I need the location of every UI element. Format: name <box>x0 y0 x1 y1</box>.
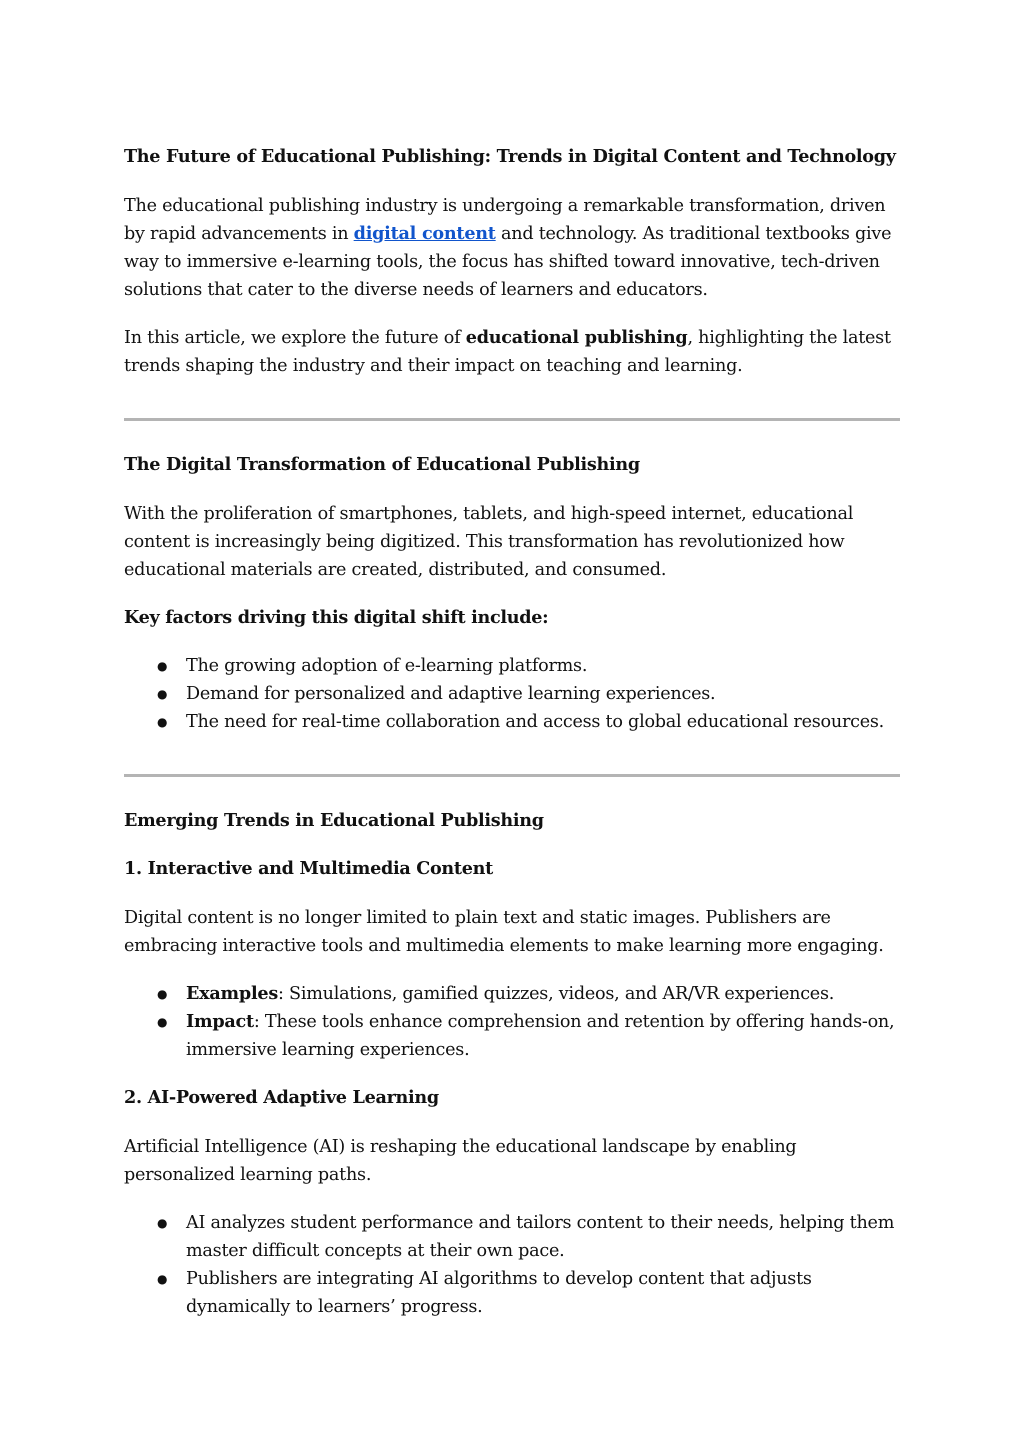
document-page <box>124 143 900 1321</box>
document-title: The Future of Educational Publishing: Trends in Digital Content and Technology <box>124 146 896 167</box>
trend2-heading: 2. AI-Powered Adaptive Learning <box>124 1087 439 1108</box>
section1-paragraph: With the proliferation of smartphones, tablets, and high-speed internet, educational content is increasingly being digitized. This transformation has revolutionized how educational materials are created, distributed, and consumed. <box>124 504 854 580</box>
intro-paragraph-1 <box>124 192 900 304</box>
intro2-text-after: , highlighting the latest trends shaping the industry and their impact on teaching and learning. <box>124 328 891 376</box>
bullet-icon: ● <box>157 715 168 729</box>
intro-text-before-link: The educational publishing industry is undergoing a remarkable transformation, driven by rapid advancements in <box>124 196 886 244</box>
section1-bullet-list <box>124 652 900 736</box>
list-item-text: Publishers are integrating AI algorithms to develop content that adjusts dynamically to learners’ progress. <box>186 1269 812 1317</box>
intro2-bold-term: educational publishing <box>465 327 688 348</box>
bullet-icon: ● <box>157 659 168 673</box>
list-item-text: AI analyzes student performance and tailors content to their needs, helping them master difficult concepts at their own pace. <box>186 1213 895 1261</box>
list-item <box>124 708 900 736</box>
list-item <box>124 1008 900 1064</box>
list-item-label: Impact <box>186 1011 254 1032</box>
horizontal-divider-1 <box>124 418 900 421</box>
trend1-paragraph: Digital content is no longer limited to plain text and static images. Publishers are embracing interactive tools and multimedia elements to make learning more engaging. <box>124 908 884 956</box>
list-item <box>124 680 900 708</box>
bullet-icon: ● <box>157 987 168 1001</box>
bullet-icon: ● <box>157 1216 168 1230</box>
list-item-text: : Simulations, gamified quizzes, videos, and AR/VR experiences. <box>278 984 835 1004</box>
bullet-icon: ● <box>157 1272 168 1286</box>
section1-heading: The Digital Transformation of Educational Publishing <box>124 454 640 475</box>
intro-text-after-link: and technology. As traditional textbooks give way to immersive e-learning tools, the focus has shifted toward innovative, tech-driven solutions that cater to the diverse needs of learners and educators. <box>124 224 892 300</box>
bullet-icon: ● <box>157 1015 168 1029</box>
list-item <box>124 652 900 680</box>
trend1-heading: 1. Interactive and Multimedia Content <box>124 858 493 879</box>
trend2-paragraph: Artificial Intelligence (AI) is reshaping the educational landscape by enabling personalized learning paths. <box>124 1137 797 1185</box>
digital-content-link[interactable]: digital content <box>353 223 496 244</box>
list-item-text: The growing adoption of e-learning platforms. <box>186 656 588 676</box>
list-item-text: : These tools enhance comprehension and retention by offering hands-on, immersive learning experiences. <box>186 1012 895 1060</box>
bullet-icon: ● <box>157 687 168 701</box>
horizontal-divider-2 <box>124 774 900 777</box>
trend2-bullet-list <box>124 1209 900 1321</box>
list-item <box>124 1209 900 1265</box>
list-item <box>124 1265 900 1321</box>
list-item-text: The need for real-time collaboration and access to global educational resources. <box>186 712 885 732</box>
section1-subheading: Key factors driving this digital shift include: <box>124 607 549 628</box>
section2-heading: Emerging Trends in Educational Publishing <box>124 810 544 831</box>
list-item <box>124 980 900 1008</box>
list-item-text: Demand for personalized and adaptive learning experiences. <box>186 684 716 704</box>
intro2-text-before: In this article, we explore the future of <box>124 328 466 348</box>
list-item-label: Examples <box>186 983 278 1004</box>
trend1-bullet-list <box>124 980 900 1064</box>
intro-paragraph-2 <box>124 324 900 380</box>
